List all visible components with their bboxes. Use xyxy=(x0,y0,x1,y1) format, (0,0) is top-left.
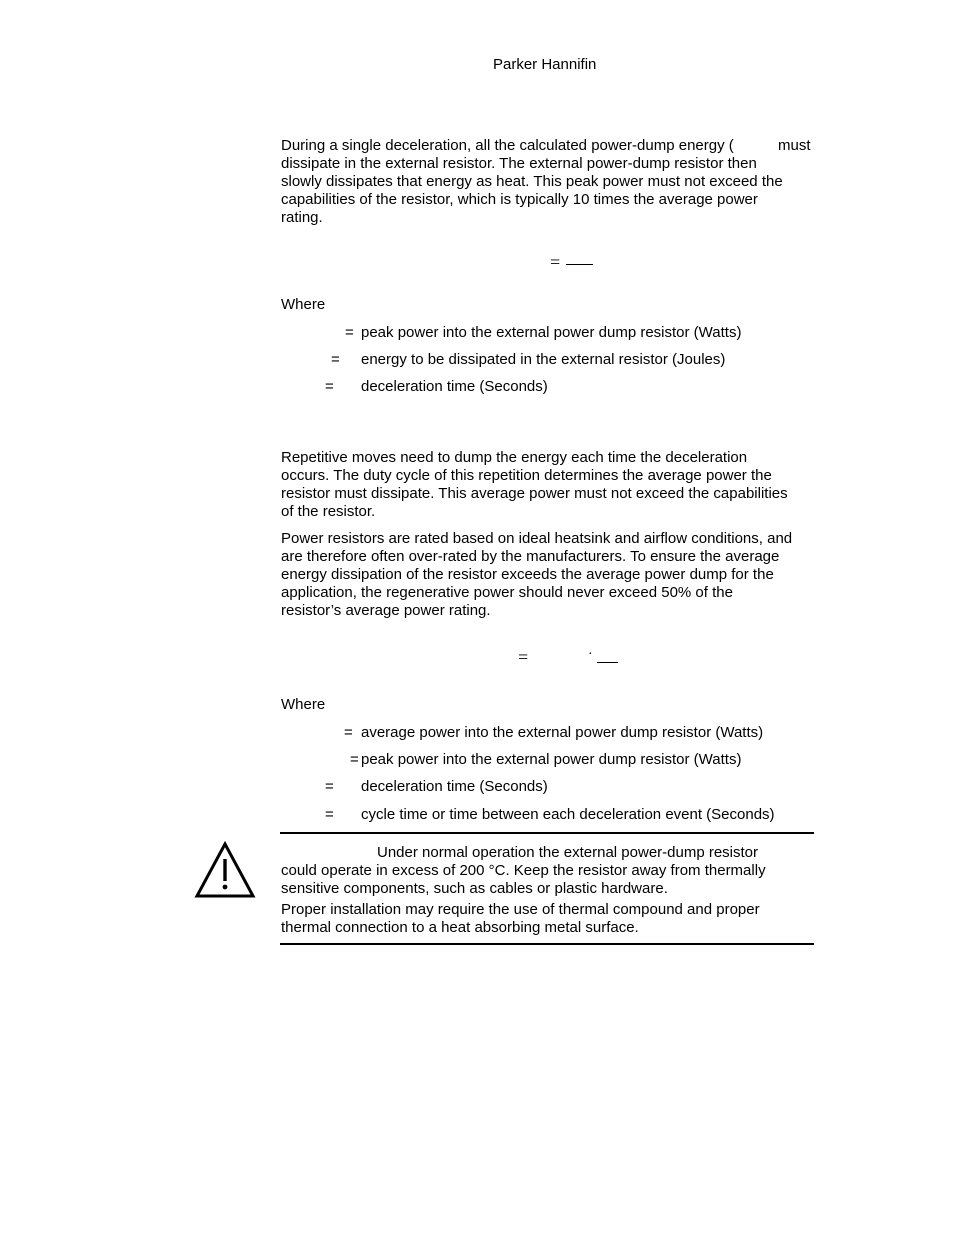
warning-text-line: thermal connection to a heat absorbing metal surface. xyxy=(281,919,639,936)
definition-text: peak power into the external power dump resistor (Watts) xyxy=(361,751,742,768)
definition-equals: = xyxy=(325,378,334,395)
definition-text: energy to be dissipated in the external resistor (Joules) xyxy=(361,351,726,368)
warning-text-line: sensitive components, such as cables or plastic hardware. xyxy=(281,880,668,897)
definition-equals: = xyxy=(325,806,334,823)
definition-text: deceleration time (Seconds) xyxy=(361,778,548,795)
definition-equals: = xyxy=(345,324,354,341)
paragraph-line: resistor must dissipate. This average power must not exceed the capabilities xyxy=(281,485,788,502)
paragraph-line: application, the regenerative power should never exceed 50% of the xyxy=(281,584,733,601)
paragraph-line: are therefore often over-rated by the manufacturers. To ensure the average xyxy=(281,548,780,565)
paragraph-line: resistor’s average power rating. xyxy=(281,602,491,619)
warning-top-rule xyxy=(280,832,814,834)
power-rating-paragraph xyxy=(281,530,814,620)
paragraph-line: During a single deceleration, all the calculated power-dump energy ( xyxy=(281,137,734,154)
peak-power-paragraph xyxy=(281,137,814,227)
formula-equals-sign: = xyxy=(550,252,561,272)
paragraph-line: rating. xyxy=(281,209,323,226)
paragraph-line: Repetitive moves need to dump the energy each time the deceleration xyxy=(281,449,748,466)
paragraph-line: slowly dissipates that energy as heat. This peak power must not exceed the xyxy=(281,173,783,190)
page-header: Parker Hannifin xyxy=(493,56,597,73)
paragraph-line: Power resistors are rated based on ideal heatsink and airflow conditions, and xyxy=(281,530,793,547)
repetitive-moves-paragraph xyxy=(281,449,814,521)
multiplication-dot: · xyxy=(588,647,593,662)
warning-text-line: could operate in excess of 200 °C. Keep the resistor away from thermally xyxy=(281,862,766,879)
warning-text-line: Proper installation may require the use of thermal compound and proper xyxy=(281,901,760,918)
definition-equals: = xyxy=(350,751,359,768)
where-label: Where xyxy=(281,296,326,313)
warning-triangle-icon xyxy=(194,841,256,899)
fraction-bar xyxy=(566,264,593,265)
definition-equals: = xyxy=(331,351,340,368)
paragraph-line-end: must xyxy=(778,137,811,154)
warning-bottom-rule xyxy=(280,943,814,945)
warning-message xyxy=(281,862,814,937)
paragraph-line: occurs. The duty cycle of this repetition determines the average power the xyxy=(281,467,772,484)
paragraph-line: of the resistor. xyxy=(281,503,376,520)
fraction-bar xyxy=(597,662,618,663)
where-label: Where xyxy=(281,696,326,713)
paragraph-line: energy dissipation of the resistor exceeds the average power dump for the xyxy=(281,566,774,583)
paragraph-line: dissipate in the external resistor. The external power-dump resistor then xyxy=(281,155,757,172)
paragraph-line: capabilities of the resistor, which is typically 10 times the average power xyxy=(281,191,758,208)
warning-text-line: Under normal operation the external power-dump resistor xyxy=(377,844,759,861)
definition-text: average power into the external power dump resistor (Watts) xyxy=(361,724,764,741)
definition-text: cycle time or time between each deceleration event (Seconds) xyxy=(361,806,775,823)
definition-equals: = xyxy=(344,724,353,741)
definition-equals: = xyxy=(325,778,334,795)
definition-text: deceleration time (Seconds) xyxy=(361,378,548,395)
formula-equals-sign: = xyxy=(518,647,529,667)
definition-text: peak power into the external power dump resistor (Watts) xyxy=(361,324,742,341)
